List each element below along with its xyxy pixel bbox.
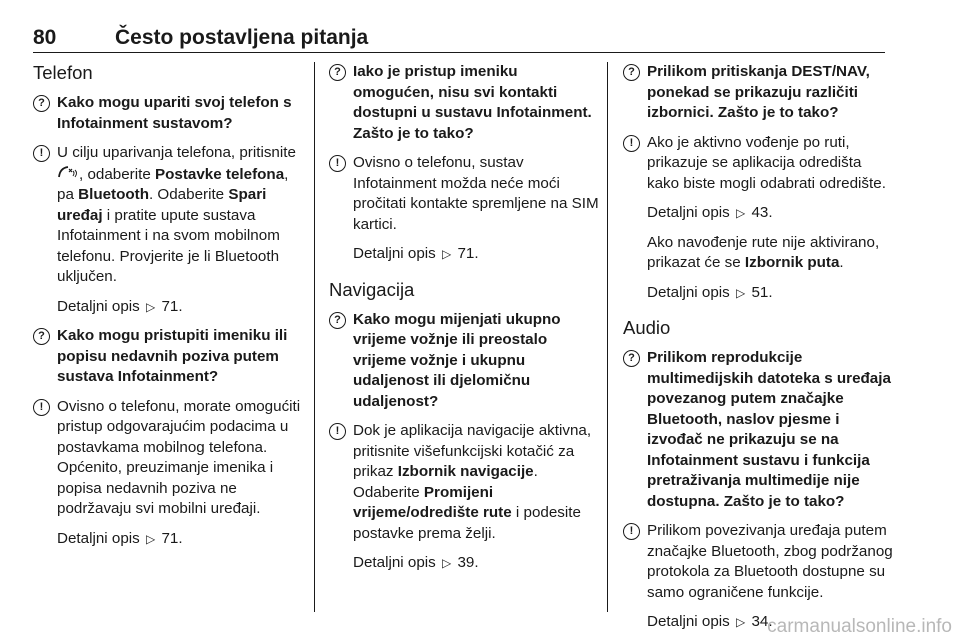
arrow-icon: ▷	[735, 285, 746, 300]
arrow-icon: ▷	[441, 247, 452, 261]
page-link[interactable]: 51.	[751, 283, 773, 301]
arrow-icon: ▷	[441, 556, 452, 570]
column-2	[329, 62, 599, 583]
question-icon: ?	[623, 64, 640, 81]
answer-text: Prilikom povezivanja uređaja putem značajke Bluetooth, zbog podržanog protokola za Bluetooth dostupne su samo ograničene funkcije.	[647, 522, 893, 601]
question-item	[623, 348, 895, 512]
answer-item: ! U cilju uparivanja telefona, pritisnite , odaberite Postavke telefona, pa Bluetooth. Odaberite Spari uređaj i pratite upute sustava Infotainment i na svom mobilnom telefonu. Provjerite je li Bluetooth uključen.	[33, 143, 301, 288]
section-heading-telefon: Telefon	[33, 62, 93, 83]
phone-icon	[57, 164, 79, 185]
answer-icon: !	[33, 399, 50, 416]
answer-icon: !	[623, 523, 640, 540]
column-divider	[607, 62, 608, 612]
detail-reference: Detaljni opis ▷ 43.	[623, 203, 895, 224]
watermark: carmanualsonline.info	[767, 616, 952, 637]
detail-reference: Detaljni opis ▷ 51.	[623, 283, 895, 304]
answer-icon: !	[623, 135, 640, 152]
page-link[interactable]: 39.	[457, 554, 479, 571]
question-text: Iako je pristup imeniku omogućen, nisu svi kontakti dostupni u sustavu Infotainment. Zašto je to tako?	[353, 63, 592, 142]
question-icon: ?	[329, 64, 346, 81]
detail-reference: Detaljni opis ▷ 71.	[329, 244, 599, 265]
question-text: Kako mogu pristupiti imeniku ili popisu nedavnih poziva putem sustava Infotainment?	[57, 327, 288, 385]
page-link[interactable]: 34.	[751, 613, 773, 630]
page-link[interactable]: 43.	[751, 204, 773, 221]
question-icon: ?	[33, 95, 50, 112]
arrow-icon: ▷	[145, 531, 156, 546]
answer-text: Ovisno o telefonu, morate omogućiti pristup odgovarajućim podacima u postavkama mobilnog telefona. Općenito, preuzimanje imenika i popisa nedavnih poziva ne podržavaju svi mobilni uređaji.	[57, 397, 301, 517]
page-link[interactable]: 71.	[161, 297, 183, 315]
detail-reference: Detaljni opis ▷ 71.	[33, 297, 301, 318]
detail-reference: Detaljni opis ▷ 71.	[33, 529, 301, 550]
column-divider	[314, 62, 315, 612]
page-link[interactable]: 71.	[457, 245, 479, 262]
question-text: Kako mogu upariti svoj telefon s Infotainment sustavom?	[57, 94, 292, 132]
answer-item	[33, 397, 301, 520]
question-text: Kako mogu mijenjati ukupno vrijeme vožnje ili preostalo vrijeme vožnje i ukupnu udaljenost ili djelomičnu udaljenost?	[353, 310, 561, 410]
answer-icon: !	[329, 155, 346, 172]
question-item	[623, 62, 895, 124]
answer-text: Ako je aktivno vođenje po ruti, prikazuje se aplikacija odredišta kako biste mogli odabrati odredište.	[647, 133, 886, 192]
answer-item	[623, 133, 895, 195]
column-1	[33, 62, 301, 558]
detail-reference: Detaljni opis ▷ 39.	[329, 553, 599, 574]
detail-reference: Detaljni opis ▷ 34.	[623, 612, 895, 633]
section-heading-navigacija: Navigacija	[329, 278, 415, 300]
paragraph: Ako navođenje rute nije aktivirano, prikazat će se Izbornik puta.	[647, 233, 880, 271]
answer-text: Ovisno o telefonu, sustav Infotainment možda neće moći pročitati kontakte spremljene na SIM kartici.	[353, 154, 599, 233]
column-3	[623, 62, 895, 642]
page-link[interactable]: 71.	[161, 529, 183, 547]
arrow-icon: ▷	[735, 206, 746, 220]
question-icon: ?	[623, 350, 640, 367]
arrow-icon: ▷	[145, 299, 156, 314]
question-icon: ?	[329, 312, 346, 329]
question-text: Prilikom pritiskanja DEST/NAV, ponekad se prikazuju različiti izbornici. Zašto je to tako?	[647, 63, 870, 121]
question-item	[33, 326, 301, 388]
answer-icon: !	[33, 145, 50, 162]
answer-item: ! Dok je aplikacija navigacije aktivna, pritisnite višefunkcijski kotačić za prikaz Izbornik navigacije. Odaberite Promijeni vrijeme/odredište rute i podesite postavke prema želji.	[329, 421, 599, 544]
question-icon: ?	[33, 328, 50, 345]
question-item	[329, 310, 599, 413]
section-heading-audio: Audio	[623, 317, 671, 338]
answer-item	[623, 521, 895, 603]
answer-item	[329, 153, 599, 235]
question-item	[329, 62, 599, 144]
question-text: Prilikom reprodukcije multimedijskih datoteka s uređaja povezanog putem značajke Bluetooth, naslov pjesme i izvođač ne prikazuju se na Infotainment sustavu i funkcija pretraživanja multimedije nije dostupna. Zašto je to tako?	[647, 349, 891, 510]
page-header	[33, 26, 885, 53]
page-number: 80	[33, 26, 57, 49]
question-item	[33, 93, 301, 134]
page-title: Često postavljena pitanja	[115, 26, 369, 49]
arrow-icon: ▷	[735, 615, 746, 629]
answer-icon: !	[329, 423, 346, 440]
